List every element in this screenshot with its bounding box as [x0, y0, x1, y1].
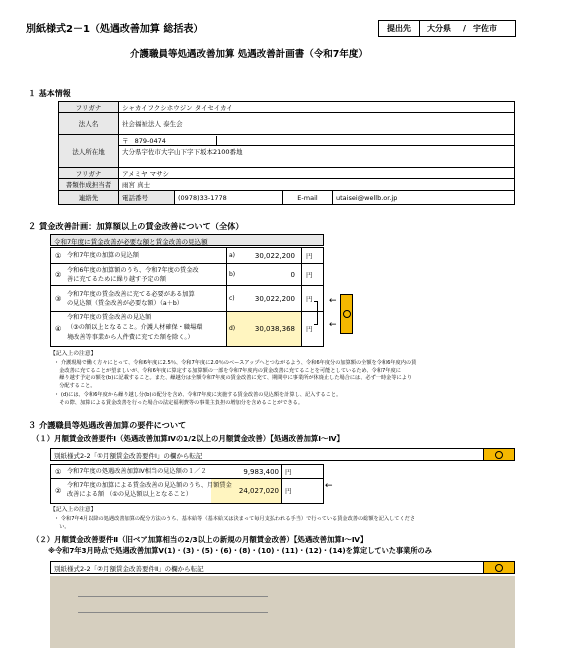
sub2-check-indicator — [483, 561, 515, 574]
sub2-transfer-bar: 別紙様式2-2「②月額賃金改善要件Ⅱ」の欄から転記 — [50, 561, 515, 574]
furigana-value[interactable]: シャカイフクシホウジン タイセイカイ — [119, 102, 515, 113]
section2-note-5: ・ (d)には、令和6年度から繰り越し分(b)の配分を含め、令和7年度に実施する賃金改善の見込額を計算し、記入すること。 — [54, 392, 342, 398]
section2-note-2: 金改善に充てることが望ましいが、令和6年度に算定する加算額の一部を令和7年度内の賃金改善に充てることを可能としているため、令和7年度に — [54, 367, 401, 374]
form-title: 別紙様式2－1（処遇改善加算 総括表） — [26, 24, 204, 35]
wage-value-a[interactable]: 30,022,200 — [254, 252, 295, 260]
furigana2-label: フリガナ — [59, 168, 119, 179]
sub2-content-block — [50, 576, 515, 648]
arrow-left-icon: ← — [329, 296, 337, 306]
wage-table — [50, 247, 324, 347]
wage-row-2: ② 令和6年度の加算額のうち、令和7年度の賃金改 善に充てるために繰り越す予定の額 b) 0 円 — [51, 264, 323, 286]
basic-info-table — [58, 101, 515, 205]
circle-icon — [343, 310, 351, 318]
sub1-check-indicator — [483, 448, 515, 461]
bracket-line — [314, 301, 318, 325]
person-label: 書類作成担当者 — [59, 179, 119, 191]
section2-notes-title: 【記入上の注意】 — [50, 351, 97, 357]
divider-line — [78, 596, 268, 597]
section2-subheader: 令和7年度に賃金改善が必要な額と賃金改善の見込額 — [50, 234, 324, 246]
sub1-table — [50, 464, 324, 504]
circle-icon — [495, 451, 503, 459]
phone-label: 電話番号 — [119, 191, 175, 205]
sub1-heading: （１）月額賃金改善要件Ⅰ（処遇改善加算Ⅳの1/2以上の月額賃金改善）【処遇改善加算Ⅰ～Ⅳ】 — [32, 434, 344, 443]
section2-note-6: その際、加算による賃金改善を行った場合の法定福利費等の事業主負担の増加分を含めることができる。 — [54, 399, 304, 406]
check-indicator — [340, 294, 353, 334]
section2-note-3: 繰り越す予定の額を(b)に記載すること。また、繰越分は全額令和7年度の賃金改善に充て、期間中に事業所が休廃止した場合には、必ず一時金等により — [54, 375, 413, 381]
section2-note-4: 分配すること。 — [54, 382, 96, 389]
postal-prefix: 〒 — [122, 136, 129, 145]
sub1-row-2: ② 令和7年度の加算による賃金改善の見込額のうち、月額賃金 改善による額 （①の見込額以上となること） 24,027,020 円 — [51, 479, 323, 503]
section3-heading: ３ 介護職員等処遇改善加算の要件について — [28, 420, 187, 430]
address-value[interactable]: 大分県宇佐市大字山下字下坂本2100番地 — [119, 146, 515, 157]
wage-value-c[interactable]: 30,022,200 — [254, 295, 295, 303]
sub1-value-2[interactable]: 24,027,020 — [238, 487, 279, 495]
slash: / — [463, 24, 466, 33]
sub1-notes-title: 【記入上の注意】 — [50, 507, 97, 513]
submit-label: 提出先 — [387, 24, 411, 33]
postal-row — [119, 135, 515, 146]
wage-row-1: ① 令和7年度の加算の見込額 a) 30,022,200 円 — [51, 248, 323, 264]
email-value[interactable]: utaisei@wellb.or.jp — [333, 191, 515, 205]
section1-heading: １ 基本情報 — [28, 89, 71, 98]
divider-line — [78, 612, 268, 613]
postal-value[interactable]: 879-0474 — [134, 136, 166, 145]
sub1-note-1: ・ 令和7年4月以降の処遇改善加算の配分方法のうち、基本給等（基本給又は決まって毎月支払われる手当）で行っている賃金改善の総額を記入してくださ — [54, 516, 416, 522]
wage-row-3: ③ 令和7年度の賃金改善に充てる必要がある加算 の見込額（賃金改善が必要な額）（a＋b） c) 30,022,200 円 — [51, 286, 323, 312]
sub1-value-1[interactable]: 9,983,400 — [243, 468, 279, 476]
section2-note-1: ・ 介護現場で働く方々にとって、令和6年度に2.5％、令和7年度に2.0％のベースアップへとつながるよう、令和6年度分の加算額の全額を令和6年度内の賃 — [54, 360, 417, 366]
corp-label: 法人名 — [59, 113, 119, 135]
prefecture: 大分県 — [427, 24, 451, 33]
city: 宇佐市 — [473, 24, 497, 33]
circle-icon — [495, 564, 503, 572]
section2-heading: ２ 賃金改善計画：加算額以上の賃金改善について（全体） — [28, 221, 244, 231]
sub1-transfer-bar: 別紙様式2-2「①月額賃金改善要件Ⅰ」の欄から転記 — [50, 448, 515, 461]
main-title: 介護職員等処遇改善加算 処遇改善計画書（令和7年度） — [130, 49, 368, 60]
person-value[interactable]: 雨宮 真士 — [119, 179, 515, 191]
wage-row-4: ④ 令和7年度の賃金改善の見込額 （③の額以上となること。介護人材確保・職場環 境改善等事業から人件費に充てた額を除く。） d) 30,038,368 円 — [51, 312, 323, 346]
address-label: 法人所在地 — [59, 135, 119, 168]
wage-value-d[interactable]: 30,038,368 — [254, 325, 295, 333]
sub2-heading-2: ※令和7年3月時点で処遇改善加算Ⅴ(1)・(3)・(5)・(6)・(8)・(10)・(11)・(12)・(14)を算定していた事業所のみ — [48, 546, 432, 555]
sub2-heading: （２）月額賃金改善要件Ⅱ（旧ベア加算相当の2/3以上の新規の月額賃金改善）【処遇改善加算Ⅰ～Ⅳ】 — [32, 535, 368, 544]
sub1-note-2: い。 — [54, 523, 70, 530]
furigana2-value[interactable]: アメミヤ マサシ — [119, 168, 515, 179]
contact-label: 連絡先 — [59, 191, 119, 205]
corp-value[interactable]: 社会福祉法人 泰生会 — [119, 113, 515, 135]
arrow-left-icon: ← — [329, 320, 337, 330]
wage-value-b[interactable]: 0 — [290, 271, 295, 279]
email-label: E-mail — [283, 191, 333, 205]
furigana-label: フリガナ — [59, 102, 119, 113]
sub1-row-1: ① 令和7年度の処遇改善加算Ⅳ相当の見込額の１／２ 9,983,400 円 — [51, 465, 323, 479]
submit-destination-box — [378, 20, 516, 37]
phone-value[interactable]: (0978)33-1778 — [175, 191, 283, 205]
arrow-left-icon: ← — [325, 481, 333, 491]
